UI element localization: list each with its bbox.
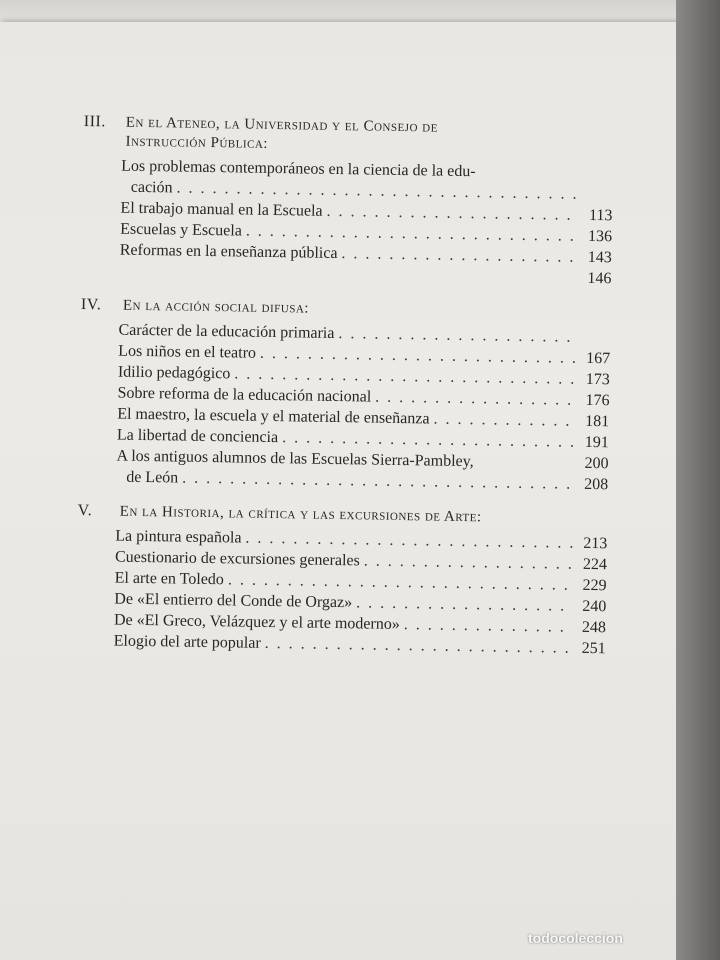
entry-page: 146 [587, 269, 612, 288]
section-number: V. [77, 501, 93, 520]
entry-title: El arte en Toledo [114, 569, 225, 589]
entry-title: De «El Greco, Velázquez y el arte moderno» [113, 611, 400, 634]
entry-title: Los niños en el teatro [118, 342, 257, 362]
section-iv [78, 295, 611, 495]
entry-page: 251 [581, 639, 606, 658]
entry-page: 208 [584, 475, 609, 494]
entry-title: de León [126, 468, 179, 487]
entry-page: 224 [582, 555, 608, 574]
section-heading [83, 112, 614, 159]
entry-title: Cuestionario de excursiones generales [114, 548, 360, 570]
entry-title: El maestro, la escuela y el material de enseñanza [117, 405, 430, 428]
entry-title: Carácter de la educación primaria [118, 321, 335, 342]
entry-title: Idilio pedagógico [117, 363, 231, 383]
section-heading [81, 295, 611, 323]
watermark: todocoleccion [528, 930, 623, 946]
entry-page: 213 [583, 534, 608, 553]
entry-title: El trabajo manual en la Escuela [120, 199, 323, 220]
section-number: III. [83, 112, 106, 131]
entry-title: La pintura española [115, 527, 242, 547]
entry-page: 181 [585, 412, 610, 431]
entry-title: cación [130, 178, 173, 197]
entry-page: 240 [582, 597, 607, 616]
entry-page: 248 [581, 618, 607, 637]
section-iii [81, 112, 614, 289]
table-of-contents [75, 112, 614, 673]
entry-title: Reformas en la enseñanza pública [119, 241, 338, 262]
entry-page: 200 [584, 454, 609, 473]
leader-dots [433, 409, 575, 432]
entry-title: Los problemas contemporáneos en la ciencia de la edu- [121, 157, 476, 181]
entry-page: 229 [582, 576, 607, 595]
book-top-edge [0, 0, 720, 24]
book-cover-edge [676, 0, 720, 960]
section-title-continued: Instrucción Pública: [125, 133, 269, 152]
leader-dots [404, 614, 572, 638]
section-title: En la acción social difusa: [122, 297, 310, 317]
entry-title: Sobre reforma de la educación nacional [117, 384, 372, 406]
entry-page: 176 [585, 391, 610, 410]
section-v [76, 501, 608, 659]
entry-title: Elogio del arte popular [113, 632, 261, 652]
entry-title: De «El entierro del Conde de Orgaz» [114, 590, 353, 612]
entry-page: 136 [587, 227, 613, 246]
entry-title: La libertad de conciencia [116, 426, 279, 447]
leader-dots [341, 243, 578, 268]
section-number: IV. [80, 295, 102, 314]
entry-title: A los antiguos alumnos de las Escuelas Sierra-Pambley, [116, 447, 474, 471]
entry-page: 143 [587, 248, 612, 267]
section-heading [78, 501, 608, 529]
show-through-text [84, 700, 644, 900]
entry-page: 173 [585, 370, 610, 389]
entry-page: 191 [584, 433, 610, 452]
section-title: En la Historia, la crítica y las excursiones de Arte: [119, 503, 482, 526]
leader-dots [265, 633, 572, 659]
entry-page: 167 [586, 349, 611, 368]
entry-title: Escuelas y Escuela [120, 220, 243, 240]
section-title: En el Ateneo, la Universidad y el Consejo de [125, 114, 438, 136]
entry-page: 113 [588, 206, 613, 225]
